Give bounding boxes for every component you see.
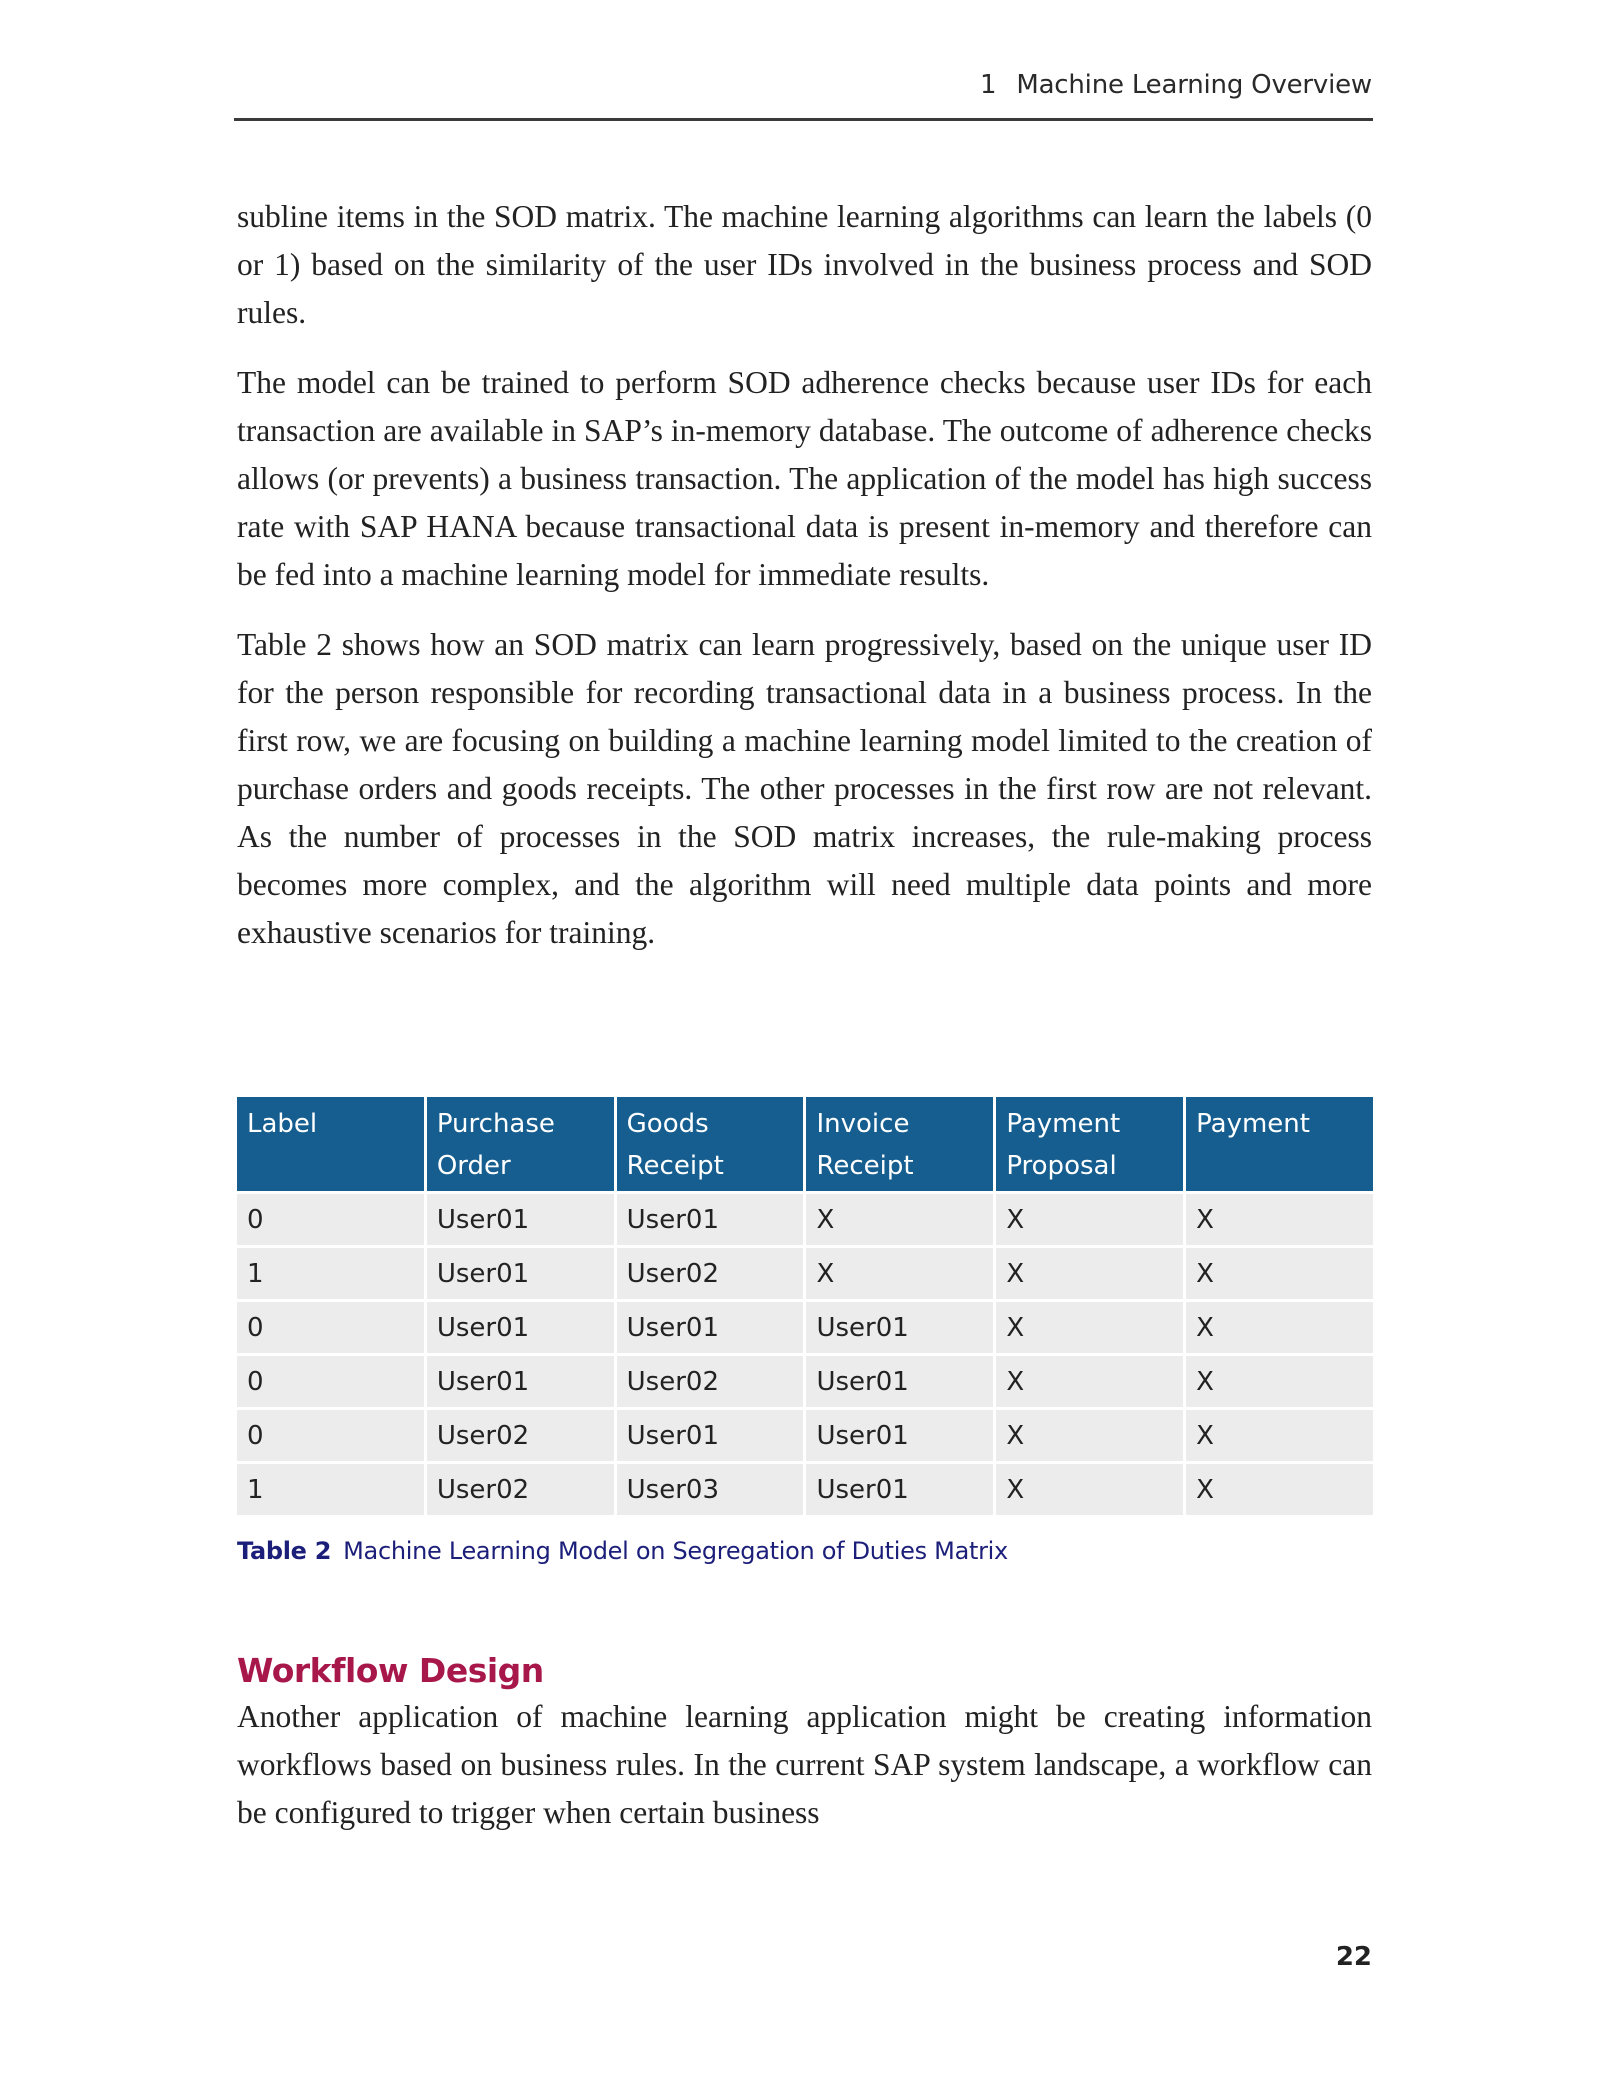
chapter-title: Machine Learning Overview <box>1016 70 1372 100</box>
table-cell: X <box>806 1248 993 1299</box>
table-cell: User01 <box>806 1302 993 1353</box>
table-cell: User01 <box>806 1356 993 1407</box>
sod-matrix-table <box>234 1094 1376 1518</box>
header-rule <box>234 118 1373 121</box>
column-header-purchase-order: Purchase Order <box>427 1097 614 1191</box>
table-row <box>237 1194 1373 1245</box>
table-cell: 0 <box>237 1194 424 1245</box>
table-cell: User01 <box>427 1302 614 1353</box>
column-header-label: Label <box>237 1097 424 1191</box>
table-caption-text: Machine Learning Model on Segregation of Duties Matrix <box>343 1537 1008 1565</box>
table-header-row <box>237 1097 1373 1191</box>
table-cell: User01 <box>617 1302 804 1353</box>
table-cell: X <box>1186 1410 1373 1461</box>
table-cell: User01 <box>427 1356 614 1407</box>
section-body-text <box>237 1693 1372 1859</box>
running-header <box>980 70 1372 100</box>
page-number: 22 <box>1335 1942 1372 1972</box>
table-cell: User01 <box>427 1248 614 1299</box>
table-cell: X <box>996 1248 1183 1299</box>
sod-table-container <box>237 1097 1373 1515</box>
table-cell: 1 <box>237 1464 424 1515</box>
column-header-goods-receipt: Goods Receipt <box>617 1097 804 1191</box>
table-cell: X <box>1186 1302 1373 1353</box>
paragraph: Another application of machine learning application might be creating information workflows based on business rules. In the current SAP system landscape, a workflow can be configured to trigger when certain business <box>237 1699 1372 1830</box>
table-cell: X <box>1186 1464 1373 1515</box>
table-cell: 1 <box>237 1248 424 1299</box>
table-cell: User03 <box>617 1464 804 1515</box>
column-header-invoice-receipt: Invoice Receipt <box>806 1097 993 1191</box>
table-cell: User02 <box>427 1464 614 1515</box>
table-cell: X <box>996 1410 1183 1461</box>
table-row <box>237 1248 1373 1299</box>
table-cell: 0 <box>237 1410 424 1461</box>
section-heading: Workflow Design <box>237 1651 544 1690</box>
table-row <box>237 1410 1373 1461</box>
table-cell: User01 <box>806 1410 993 1461</box>
table-cell: X <box>1186 1194 1373 1245</box>
paragraph: The model can be trained to perform SOD adherence checks because user IDs for each transaction are available in SAP’s in-memory database. The outcome of adherence checks allows (or prevents) a business transaction. The application of the model has high success rate with SAP HANA because transactional data is present in-memory and therefore can be fed into a machine learning model for immediate results. <box>237 365 1372 592</box>
table-cell: User02 <box>617 1248 804 1299</box>
table-cell: 0 <box>237 1302 424 1353</box>
column-header-payment-proposal: Payment Proposal <box>996 1097 1183 1191</box>
table-cell: 0 <box>237 1356 424 1407</box>
table-caption-label: Table 2 <box>237 1537 332 1565</box>
table-cell: X <box>996 1194 1183 1245</box>
table-cell: X <box>806 1194 993 1245</box>
table-cell: User01 <box>806 1464 993 1515</box>
table-cell: X <box>996 1302 1183 1353</box>
table-cell: User01 <box>617 1410 804 1461</box>
table-cell: User02 <box>427 1410 614 1461</box>
table-row <box>237 1302 1373 1353</box>
column-header-payment: Payment <box>1186 1097 1373 1191</box>
table-cell: X <box>996 1356 1183 1407</box>
table-caption <box>237 1537 1008 1565</box>
paragraph: Table 2 shows how an SOD matrix can learn progressively, based on the unique user ID for the person responsible for recording transactional data in a business process. In the first row, we are focusing on building a machine learning model limited to the creation of purchase orders and goods receipts. The other processes in the first row are not relevant. As the number of processes in the SOD matrix increases, the rule-making process becomes more complex, and the algorithm will need multiple data points and more exhaustive scenarios for training. <box>237 627 1372 950</box>
table-cell: X <box>1186 1248 1373 1299</box>
table-cell: X <box>996 1464 1183 1515</box>
table-cell: User02 <box>617 1356 804 1407</box>
body-text <box>237 193 1372 979</box>
paragraph: subline items in the SOD matrix. The machine learning algorithms can learn the labels (0 or 1) based on the similarity of the user IDs involved in the business process and SOD rules. <box>237 199 1372 330</box>
table-cell: User01 <box>617 1194 804 1245</box>
chapter-number: 1 <box>980 70 997 100</box>
table-row <box>237 1464 1373 1515</box>
table-cell: User01 <box>427 1194 614 1245</box>
table-cell: X <box>1186 1356 1373 1407</box>
table-row <box>237 1356 1373 1407</box>
